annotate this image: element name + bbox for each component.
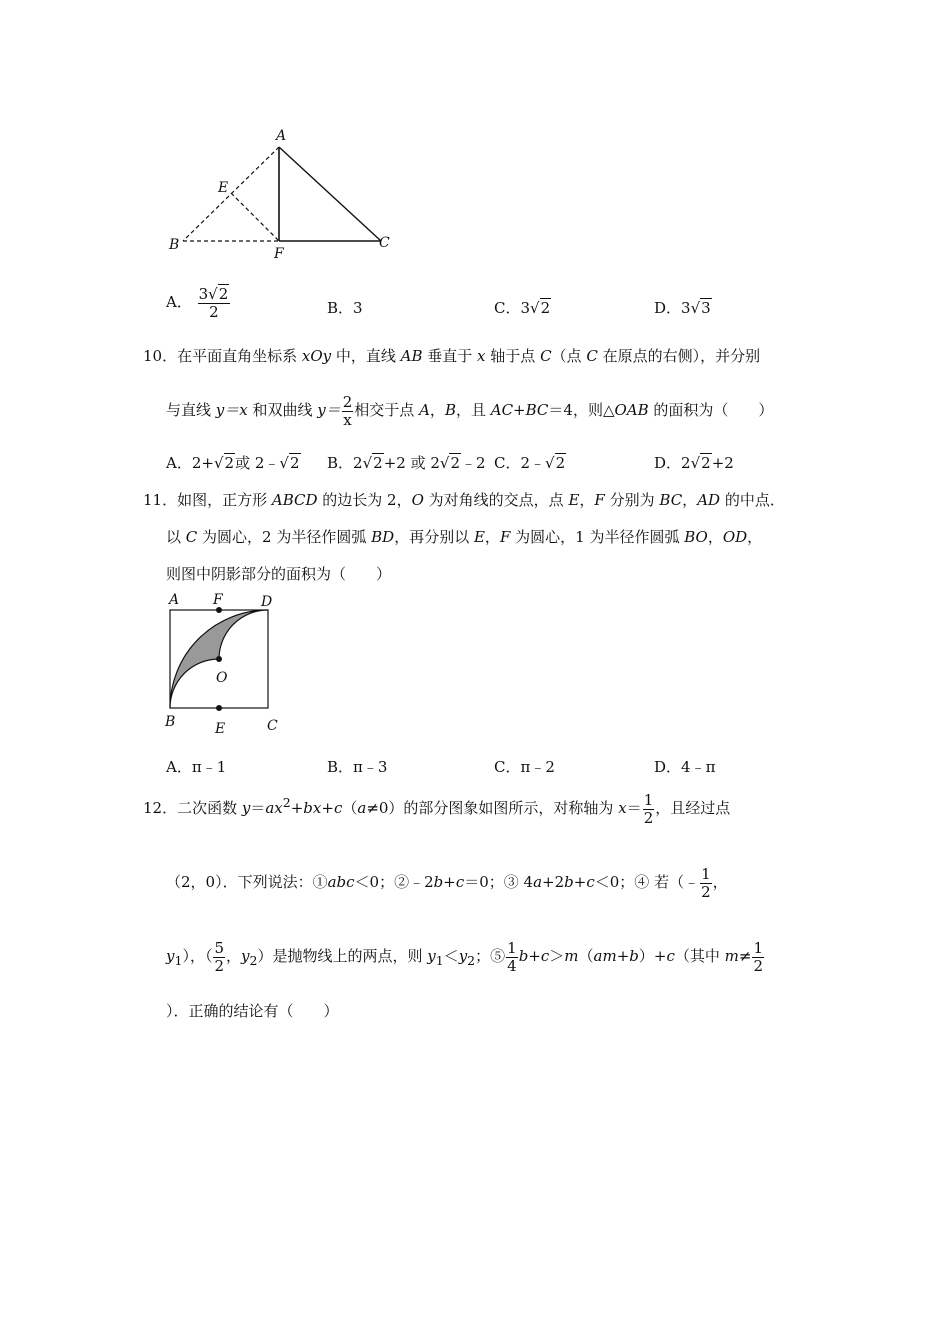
subscript: 1 [435,953,444,968]
numerator: 1 [701,865,711,883]
text: 11．如图，正方形 [143,491,272,509]
var: y [166,947,175,965]
text: 和双曲线 [247,401,318,419]
equation: y＝x [215,401,248,419]
q12-line2 [166,866,728,900]
text: ， [682,491,698,509]
option-label: B． [327,299,354,317]
text: 轴于点 [485,347,541,365]
radicand: 2 [450,454,460,472]
sqrt: √3 [690,299,711,317]
denominator: 4 [507,956,517,975]
radicand: 2 [218,285,229,303]
text: ，且经过点 [655,799,731,817]
label-c: C [379,235,390,251]
text: ≠0）的部分图象如图所示，对称轴为 [366,799,619,817]
text: ， [712,873,728,891]
text: ；⑤ [475,947,506,965]
label-c: C [267,718,278,734]
numerator: 3 [198,285,209,303]
fraction [752,940,764,974]
var: C [540,347,552,365]
text: +2 或 2 [383,454,440,472]
q9-option-c[interactable] [494,297,551,318]
var: AB [400,347,423,365]
label-e: E [218,180,229,196]
subscript: 2 [249,953,258,968]
var: m [724,947,739,965]
coef: 3 [681,299,691,317]
option-text: B．π﹣3 [327,758,388,776]
text: ， [226,947,242,965]
label-f: F [213,592,223,608]
text: ）．正确的结论有（ ） [166,1002,339,1020]
text: 以 [166,528,186,546]
denominator: 2 [701,882,711,901]
text: 为圆心，2 为半径作圆弧 [197,528,372,546]
option-label: B． [327,454,354,472]
radicand: 2 [289,454,300,472]
var: F [499,528,511,546]
coef: 3 [520,299,531,317]
text: ＝ [626,799,642,817]
text: 2+ [191,454,214,472]
sqrt: √2 [362,454,383,472]
q11-option-c[interactable] [494,756,555,777]
label-f: F [274,246,284,262]
equation: y＝ [317,401,341,419]
text: ，且 [455,401,491,419]
sqrt: √2 [213,454,235,472]
text: 与直线 [166,401,216,419]
label-d: D [261,594,273,610]
var: AD [697,491,721,509]
var: c [333,799,343,817]
option-label: C． [494,454,521,472]
text: ， [747,528,763,546]
text: ﹣2 [461,454,486,472]
q11-option-a[interactable] [166,756,226,777]
label-b: B [169,237,180,253]
option-text: C．π﹣2 [494,758,555,776]
radicand: 2 [373,454,383,472]
text: （2，0）．下列说法：① [166,873,328,891]
text: +2 [711,454,734,472]
var: BC [659,491,683,509]
text: （ [342,799,358,817]
radicand: 2 [701,454,711,472]
text: ＝4，则△ [548,401,615,419]
text: + [616,947,630,965]
var: O [411,491,424,509]
text: ＞ [549,947,565,965]
text: 在原点的右侧），并分别 [597,347,761,365]
denominator: 2 [753,956,764,975]
label-a: A [169,592,180,608]
superscript: 2 [282,795,291,810]
q10-option-b[interactable] [327,452,486,473]
var: m [564,947,579,965]
q11-line1 [143,489,785,510]
var: E [568,491,580,509]
var: x [477,347,486,365]
text: 为圆心，1 为半径作圆弧 [510,528,685,546]
text: ＝0；③ 4 [464,873,534,891]
text: ＜ [443,947,459,965]
var: bx [303,799,322,817]
text: ， [429,401,445,419]
q10-option-c[interactable] [494,452,566,473]
fraction [700,866,712,900]
q9-option-a[interactable] [166,286,231,320]
text: ， [579,491,595,509]
numerator: 2 [342,393,353,411]
text: 或 2﹣ [235,454,280,472]
text: ，再分别以 [394,528,474,546]
text: 10．在平面直角坐标系 [143,347,302,365]
var: E [473,528,485,546]
text: 12．二次函数 [143,799,242,817]
q11-option-b[interactable] [327,756,387,777]
text: ）是抛物线上的两点，则 [257,947,428,965]
var: a [533,873,543,891]
var: C [185,528,198,546]
text: 为对角线的交点，点 [423,491,569,509]
sqrt: √2 [545,454,566,472]
q10-line2 [166,394,773,428]
var: c [586,873,595,891]
q11-line3 [166,563,391,584]
option-label: D． [654,454,682,472]
var: y [427,947,436,965]
text: 则图中阴影部分的面积为（ ） [166,565,392,583]
option-label: A． [166,454,192,472]
var: BD [371,528,395,546]
option-label: D． [654,299,682,317]
text: + [290,799,304,817]
label-e: E [215,721,226,737]
denominator: x [343,410,352,429]
label-b: B [165,714,176,730]
denominator: 2 [214,956,224,975]
var: b [629,947,639,965]
sqrt: √2 [690,454,711,472]
text: （其中 [674,947,725,965]
square-figure [160,590,290,740]
radicand: 2 [540,299,551,317]
var: xOy [301,347,332,365]
text: 中，直线 [331,347,401,365]
numerator: 1 [753,939,764,957]
option-label: A． [166,293,192,311]
text: ， [707,528,723,546]
q10-line1 [143,345,760,366]
text: + [443,873,456,891]
var: y [241,799,251,817]
var: x [618,799,627,817]
q12-line4 [166,1000,339,1021]
radicand: 2 [224,454,235,472]
text: 2﹣ [520,454,546,472]
var: C [586,347,598,365]
option-text: A．π﹣1 [166,758,227,776]
fraction [643,792,655,826]
var: abc [327,873,355,891]
var: BO [684,528,708,546]
fraction [198,286,231,320]
var: c [455,873,465,891]
var: a [357,799,367,817]
text: ＜0；②﹣2 [354,873,434,891]
text: + [321,799,334,817]
var: OAB [614,401,649,419]
q12-line1 [143,792,730,826]
text: + [528,947,541,965]
numerator: 1 [507,939,517,957]
q12-line3 [166,940,765,974]
option-label: C． [494,299,521,317]
denominator: 2 [209,302,219,321]
var: y [241,947,250,965]
text: 的中点． [720,491,785,509]
sqrt: √2 [439,454,460,472]
q11-line2 [166,526,762,547]
label-a: A [276,128,287,144]
q9-option-b[interactable] [327,297,363,318]
text: ， [484,528,500,546]
text: 相交于点 [354,401,420,419]
q10-option-d[interactable] [654,452,734,473]
radicand: 3 [701,299,711,317]
text: （点 [551,347,587,365]
var: ABCD [271,491,318,509]
sqrt: √2 [279,454,300,472]
radicand: 2 [555,454,566,472]
var: AC+BC [490,401,549,419]
fraction [506,940,518,974]
option-text: D．4﹣π [654,758,716,776]
var: F [594,491,605,509]
var: OD [722,528,748,546]
q9-option-d[interactable] [654,297,712,318]
text: + [573,873,587,891]
text: 分别为 [604,491,660,509]
text: 的边长为 2， [317,491,412,509]
option-value: 3 [353,299,363,317]
var: b [433,873,444,891]
text: 2 [681,454,691,472]
var: ax [265,799,283,817]
text: 2 [353,454,363,472]
var: c [666,947,675,965]
label-o: O [216,670,228,686]
var: am [593,947,617,965]
text: ）+ [638,947,667,965]
triangle-figure [160,125,400,265]
text: ＜0；④ 若（﹣ [594,873,700,891]
text: （ [578,947,594,965]
fraction [342,394,354,428]
var: y [458,947,468,965]
fraction [213,940,225,974]
sqrt: √2 [530,299,551,317]
sqrt: √2 [208,285,229,303]
text: +2 [542,873,565,891]
text: ≠ [738,947,752,965]
text: ＝ [250,799,266,817]
var: b [564,873,574,891]
text: 垂直于 [422,347,478,365]
numerator: 5 [214,939,224,957]
var: c [540,947,550,965]
var: A [419,401,430,419]
text: ），（ [182,947,213,965]
var: B [444,401,456,419]
var: b [518,947,529,965]
subscript: 1 [174,953,183,968]
text: 的面积为（ ） [648,401,774,419]
q10-option-a[interactable] [166,452,301,473]
numerator: 1 [643,791,654,809]
denominator: 2 [643,808,654,827]
subscript: 2 [467,953,476,968]
q11-option-d[interactable] [654,756,715,777]
